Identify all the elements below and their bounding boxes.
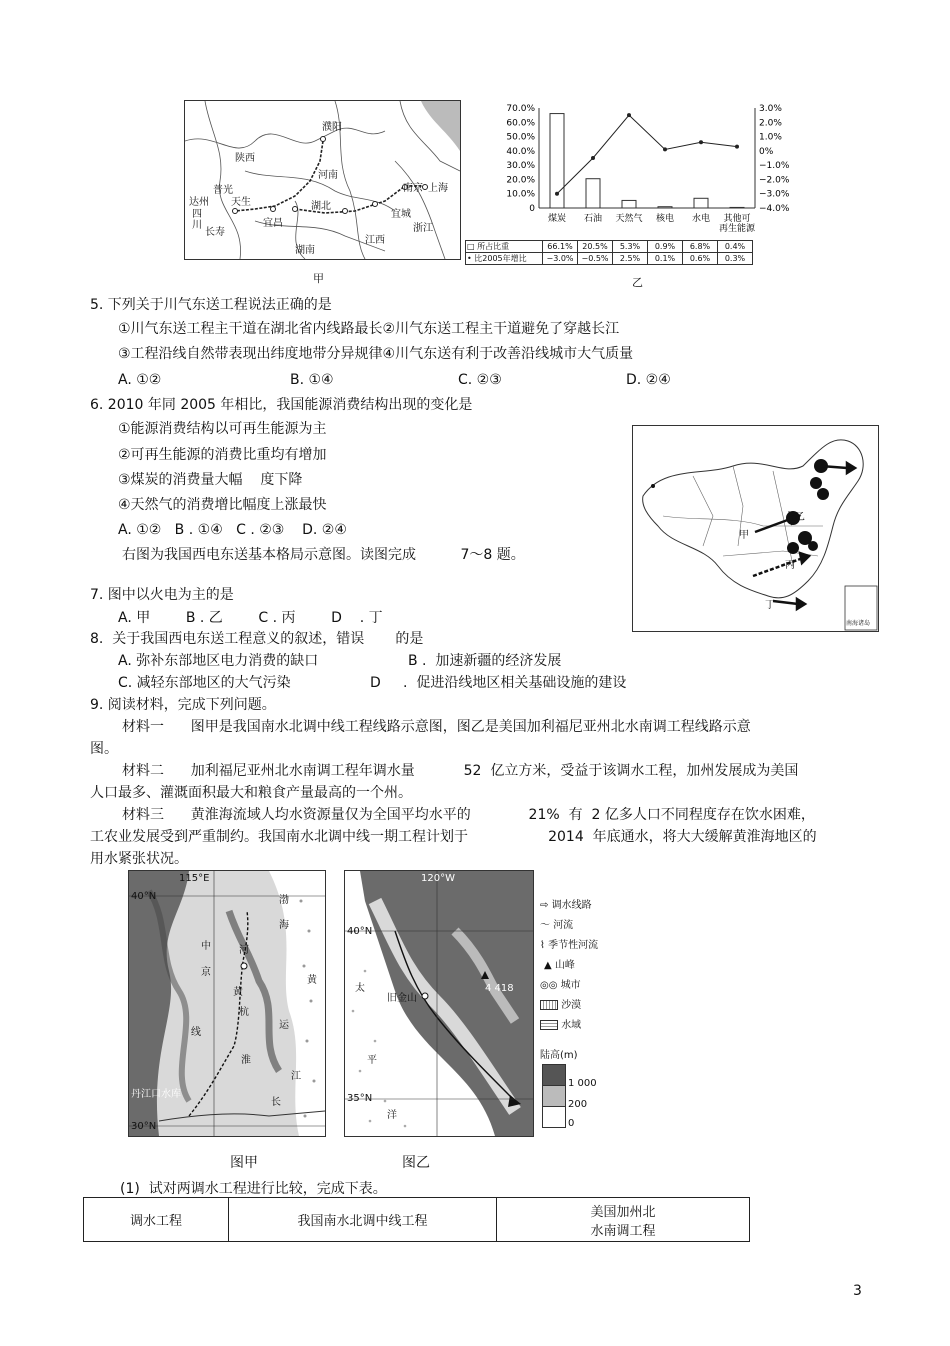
growth-point (735, 145, 739, 149)
legend-elev-mid (542, 1085, 566, 1107)
map-tu-jia-caption: 图甲 (230, 1155, 258, 1171)
map-label-tiansheng: 天生 (231, 197, 251, 208)
x-tick-label: 石油 (583, 214, 603, 224)
legend-elev-0: 0 (568, 1118, 575, 1129)
growth-point (627, 113, 631, 117)
legend-arrow-icon: ⇨ (540, 900, 549, 911)
map-label-puguang: 普光 (213, 185, 233, 196)
q6-statement-4: ④天然气的消费增比幅度上涨最快 (118, 497, 327, 513)
map-tu-jia-huanghai: 黄 (307, 975, 317, 986)
q9-material-2b: 人口最多、灌溉面积最大和粮食产量最高的一个州。 (90, 785, 412, 801)
q9-1-stem: (1) 试对两调水工程进行比较，完成下表。 (120, 1181, 387, 1197)
map-label-changshou: 长寿 (205, 227, 225, 238)
growth-cell: 0.6% (683, 253, 718, 265)
map-label-dazhou: 达州 (189, 197, 209, 208)
map-tu-jia (128, 870, 326, 1137)
map-label-xuancheng: 宜城 (391, 209, 411, 220)
map-legend (540, 896, 650, 1136)
map-tu-yi-yang: 洋 (387, 1110, 397, 1121)
map-tu-jia-xian: 线 (191, 1027, 201, 1038)
growth-cell: −3.0% (543, 253, 578, 265)
legend-city-icon: ◎◎ (540, 980, 558, 991)
y-left-tick-label: 70.0% (506, 104, 535, 114)
page-number: 3 (853, 1283, 862, 1299)
q7-8-intro: 右图为我国西电东送基本格局示意图。读图完成 7～8 题。 (122, 547, 525, 563)
growth-point (591, 156, 595, 160)
q9-material-2a: 材料二 加利福尼亚州北水南调工程年调水量 52 亿立方米，受益于该调水工程，加州发展成为美国 (122, 763, 799, 779)
legend-item-seasonal-river: ⌇ 季节性河流 (540, 940, 599, 951)
map-label-hubei: 湖北 (311, 201, 331, 212)
map-tu-jia-hai: 海 (279, 920, 289, 931)
q9-material-1a: 材料一 图甲是我国南水北调中线工程线路示意图，图乙是美国加利福尼亚州北水南调工程线路示意 (122, 719, 751, 735)
map-label-hunan: 湖南 (295, 245, 315, 256)
growth-cell: 2.5% (613, 253, 648, 265)
map-label-zhejiang: 浙江 (413, 223, 433, 234)
q6-statement-3: ③煤炭的消费量大幅 度下降 (118, 472, 303, 488)
map-tu-jia-bo: 渤 (279, 895, 289, 906)
growth-point (699, 140, 703, 144)
q7-options[interactable]: A. 甲 B . 乙 C . 丙 D . 丁 (118, 610, 383, 626)
growth-point (663, 147, 667, 151)
map-label-nanjing: 南京 (403, 183, 423, 194)
y-left-tick-label: 40.0% (506, 146, 535, 157)
y-left-tick-label: 30.0% (506, 161, 535, 172)
growth-cell: 0.3% (718, 253, 753, 265)
q5-statement-1: ①川气东送工程主干道在湖北省内线路最长②川气东送工程主干道避免了穿越长江 (118, 321, 620, 337)
map-tu-jia-hang: 杭 (239, 1007, 249, 1018)
table-header-project: 调水工程 (84, 1198, 229, 1242)
growth-point (555, 192, 559, 196)
bar-石油 (586, 179, 600, 208)
bar-水电 (694, 198, 708, 208)
share-cell: 66.1% (543, 241, 578, 253)
y-left-tick-label: 50.0% (506, 132, 535, 143)
map-tu-yi-lat40: 40°N (347, 926, 373, 937)
q5-option-d[interactable]: D. ②④ (626, 372, 671, 388)
legend-item-river: 〜 河流 (540, 920, 574, 931)
q5-statement-2: ③工程沿线自然带表现出纬度地带分异规律④川气东送有利于改善沿线城市大气质量 (118, 346, 634, 362)
q9-material-3b: 工农业发展受到严重制约。我国南水北调中线一期工程计划于 2014 年底通水，将大大缓解黄淮海地区的 (90, 829, 817, 845)
y-right-tick-label: −4.0% (759, 204, 790, 214)
q9-material-1b: 图。 (90, 741, 118, 757)
china-map-label-jia: 甲 (739, 530, 749, 541)
map-label-jiangxi: 江西 (365, 235, 385, 246)
x-tick-label: 核电 (655, 214, 675, 224)
y-right-tick-label: −2.0% (759, 175, 790, 186)
growth-cell: 0.1% (648, 253, 683, 265)
q6-stem: 6. 2010 年同 2005 年相比，我国能源消费结构出现的变化是 (90, 397, 473, 413)
map-tu-yi-lon: 120°W (421, 873, 455, 884)
q6-statement-1: ①能源消费结构以可再生能源为主 (118, 421, 327, 437)
chart-yi (465, 100, 805, 270)
legend-elev-high (542, 1064, 566, 1086)
map-tu-jia-lon: 115°E (179, 873, 210, 884)
china-map-label-bing: 丙 (785, 560, 795, 571)
y-left-tick-label: 20.0% (506, 175, 535, 186)
y-right-tick-label: 0% (759, 146, 774, 157)
table-header-usa: 美国加州北 水南调工程 (497, 1198, 750, 1242)
map-tu-jia-lat30: 30°N (131, 1121, 157, 1132)
comparison-table (83, 1197, 750, 1242)
china-map-inset-label: 南海诸岛 (846, 620, 871, 627)
share-cell: 20.5% (578, 241, 613, 253)
bar-核电 (658, 207, 672, 208)
growth-line (557, 115, 737, 194)
map-tu-yi (344, 870, 534, 1137)
q7-stem: 7. 图中以火电为主的是 (90, 587, 234, 603)
q9-material-3a: 材料三 黄淮海流域人均水资源量仅为全国平均水平的 21% 有 2 亿多人口不同程度存在饮水困难， (122, 807, 815, 823)
map-tu-jia-chang: 长 (271, 1097, 281, 1108)
y-right-tick-label: −3.0% (759, 189, 790, 200)
legend-elevation-title: 陆高(m) (540, 1050, 578, 1061)
legend-item-city: ◎◎ 城市 (540, 980, 581, 991)
q8-option-c[interactable]: C. 减轻东部地区的大气污染 (118, 675, 291, 691)
q5-option-a[interactable]: A. ①② (118, 372, 162, 388)
map-tu-yi-svg (345, 871, 533, 1136)
legend-item-desert: 沙漠 (540, 996, 581, 1011)
map-tu-jia-jiang: 江 (291, 1071, 301, 1082)
share-cell: 0.9% (648, 241, 683, 253)
legend-elev-1000: 1 000 (568, 1078, 597, 1089)
x-tick-label: 天然气 (615, 214, 643, 224)
map-jia-caption: 甲 (313, 272, 324, 285)
y-left-tick-label: 0 (529, 204, 535, 214)
q6-options[interactable]: A. ①② B . ①④ C . ②③ D. ②④ (118, 522, 347, 538)
q8-option-b[interactable]: B . 加速新疆的经济发展 (408, 653, 562, 669)
share-cell: 6.8% (683, 241, 718, 253)
x-tick-label: 其他可 (723, 214, 751, 224)
share-cell: 5.3% (613, 241, 648, 253)
q8-option-d[interactable]: D . 促进沿线地区相关基础设施的建设 (370, 675, 627, 691)
y-left-tick-label: 60.0% (506, 118, 535, 129)
legend-desert-icon (540, 1000, 558, 1010)
map-tu-jia-huai: 淮 (241, 1055, 251, 1066)
row-label-share: □ 所占比重 (466, 241, 543, 253)
map-label-yichang: 宜昌 (263, 218, 283, 229)
map-tu-yi-ping: 平 (367, 1055, 377, 1066)
q8-option-a[interactable]: A. 弥补东部地区电力消费的缺口 (118, 653, 319, 669)
row-label-growth: • 比2005年增比 (466, 253, 543, 265)
map-tu-jia-lat40: 40°N (131, 891, 157, 902)
china-power-map (632, 425, 879, 632)
map-tu-jia-zhong: 中 (201, 941, 211, 952)
legend-river-icon: 〜 (540, 920, 550, 931)
table-header-china: 我国南水北调中线工程 (229, 1198, 497, 1242)
china-map-label-ding: 丁 (765, 600, 775, 611)
map-label-henan: 河南 (318, 170, 338, 181)
y-left-tick-label: 10.0% (506, 189, 535, 200)
bar-天然气 (622, 200, 636, 208)
legend-seasonal-river-icon: ⌇ (540, 940, 545, 951)
china-map-svg (633, 426, 878, 631)
legend-elev-200: 200 (568, 1099, 588, 1110)
legend-item-water: 水域 (540, 1016, 581, 1031)
q8-stem: 8. 关于我国西电东送工程意义的叙述，错误 的是 (90, 631, 424, 647)
bar-其他可再生能源 (730, 207, 744, 208)
legend-item-peak: ▲ 山峰 (544, 960, 575, 971)
china-map-label-yi: 乙 (795, 512, 805, 523)
q9-material-3c: 用水紧张状况。 (90, 851, 188, 867)
x-tick-label: 水电 (691, 214, 711, 224)
legend-peak-icon: ▲ (544, 960, 552, 971)
growth-cell: −0.5% (578, 253, 613, 265)
map-tu-yi-caption: 图乙 (402, 1155, 430, 1171)
q9-stem: 9. 阅读材料，完成下列问题。 (90, 697, 276, 713)
share-cell: 0.4% (718, 241, 753, 253)
x-tick-label-cont: 再生能源 (718, 224, 756, 234)
map-tu-jia-jing: 京 (201, 967, 211, 978)
chart-yi-svg (465, 100, 805, 234)
map-tu-jia-danjiangkou: 丹江口水库 (131, 1089, 181, 1100)
y-right-tick-label: 1.0% (759, 132, 782, 143)
legend-item-transfer: ⇨ 调水线路 (540, 900, 592, 911)
map-label-shanghai: 上海 (428, 183, 448, 194)
chart-yi-table (465, 240, 753, 265)
map-jia (184, 100, 461, 260)
y-right-tick-label: −1.0% (759, 161, 790, 172)
q5-option-c[interactable]: C. ②③ (458, 372, 502, 388)
x-tick-label: 煤炭 (547, 214, 567, 224)
legend-elev-low (542, 1106, 566, 1128)
map-tu-yi-peak: 4 418 (485, 983, 514, 994)
legend-water-icon (540, 1020, 558, 1030)
map-tu-yi-tai: 太 (355, 983, 365, 994)
q5-stem: 5. 下列关于川气东送工程说法正确的是 (90, 297, 332, 313)
map-label-sichuan: 四 川 (192, 209, 202, 231)
y-right-tick-label: 2.0% (759, 118, 782, 129)
q5-option-b[interactable]: B. ①④ (290, 372, 334, 388)
map-tu-yi-lat35: 35°N (347, 1093, 373, 1104)
map-label-puyang: 濮阳 (322, 122, 342, 133)
map-tu-jia-yun: 运 (279, 1020, 289, 1031)
map-tu-yi-sf: 旧金山 (387, 993, 417, 1004)
map-label-shaanxi: 陕西 (235, 153, 255, 164)
y-right-tick-label: 3.0% (759, 104, 782, 114)
map-tu-jia-he: 河 (239, 945, 249, 956)
chart-yi-caption: 乙 (632, 276, 643, 289)
map-tu-jia-huang: 黄 (233, 987, 243, 998)
q6-statement-2: ②可再生能源的消费比重均有增加 (118, 447, 327, 463)
